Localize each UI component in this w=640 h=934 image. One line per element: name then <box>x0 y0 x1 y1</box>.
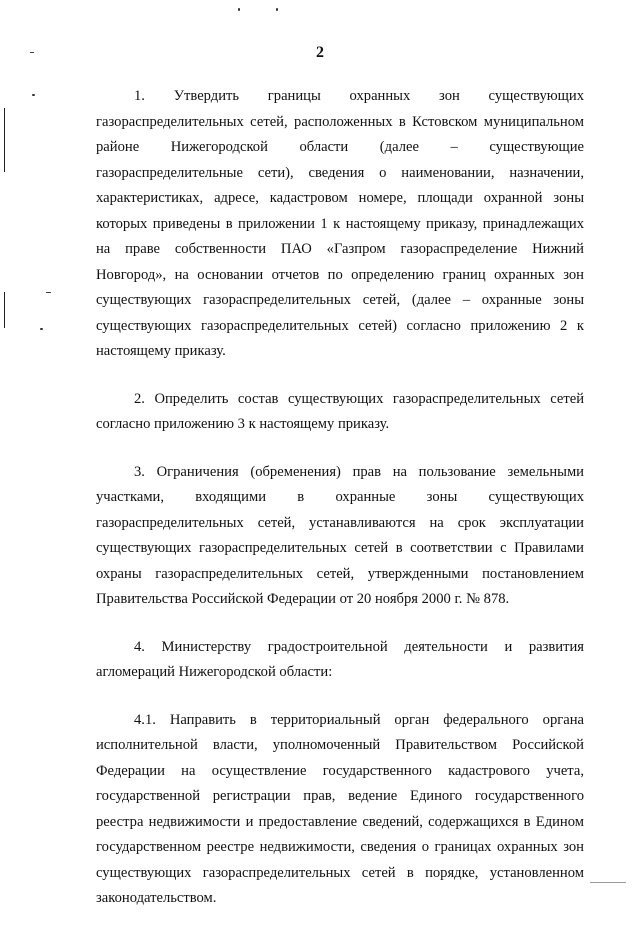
scan-edge-mark <box>590 882 626 883</box>
paragraph-3: 3. Ограничения (обременения) прав на пользование земельными участками, входящими в охранные зоны существующих газораспределительных сетей, устанавливаются на срок эксплуатации существующих газораспределительных сетей в соответствии с Правилами охраны газораспределительных сетей, утвержденными постановлением Правительства Российской Федерации от 20 ноября 2000 г. № 878. <box>96 463 584 607</box>
scan-artifact <box>46 292 51 293</box>
scan-edge-mark <box>4 108 5 172</box>
scan-artifact <box>276 8 278 11</box>
paragraph-4: 4. Министерству градостроительной деятельности и развития агломераций Нижегородской области: <box>96 638 584 680</box>
scan-artifact <box>40 328 43 330</box>
scan-edge-mark <box>4 292 5 328</box>
document-body <box>96 84 584 934</box>
scan-artifact <box>32 94 35 96</box>
paragraph-4-1: 4.1. Направить в территориальный орган федерального органа исполнительной власти, уполномоченный Правительством Российской Федерации на осуществление государственного кадастрового учета, государственной регистрации прав, ведение Единого государственного реестра недвижимости и предоставление сведений, содержащихся в Едином государственном реестре недвижимости, сведения о границах охранных зон существующих газораспределительных сетей в порядке, установленном законодательством. <box>96 711 584 906</box>
page-number: 2 <box>316 44 324 61</box>
paragraph-1: 1. Утвердить границы охранных зон существующих газораспределительных сетей, расположенных в Кстовском муниципальном районе Нижегородской области (далее – существующие газораспределительные сети), сведения о наименовании, назначении, характеристиках, адресе, кадастровом номере, площади охранной зоны которых приведены в приложении 1 к настоящему приказу, принадлежащих на праве собственности ПАО «Газпром газораспределение Нижний Новгород», на основании отчетов по определению границ охранных зон существующих газораспределительных сетей, (далее – охранные зоны существующих газораспределительных сетей) согласно приложению 2 к настоящему приказу. <box>96 88 584 359</box>
scan-artifact <box>238 8 240 11</box>
paragraph-2: 2. Определить состав существующих газораспределительных сетей согласно приложению 3 к настоящему приказу. <box>96 390 584 432</box>
